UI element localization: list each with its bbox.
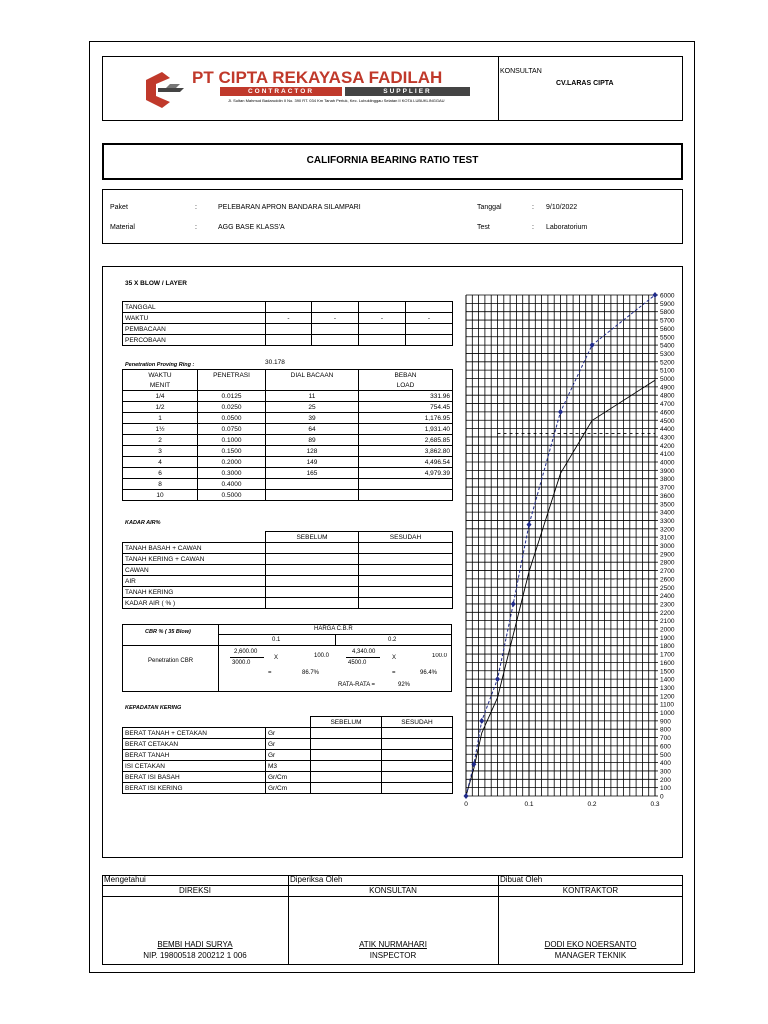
table-cell: TANAH BASAH + CAWAN (123, 543, 266, 554)
konsultan-label: KONSULTAN (500, 68, 542, 75)
y-tick-label: 5400 (660, 342, 675, 350)
y-tick-label: 2700 (660, 568, 675, 576)
data-point-marker (464, 793, 469, 799)
cbr-fraction-line-2 (346, 657, 380, 658)
table-cell: 0.2000 (198, 457, 266, 468)
table-row: WAKTU PENETRASI DIAL BACAAN BEBAN (123, 370, 453, 381)
table-cell: 6 (123, 468, 198, 479)
table-row (123, 435, 453, 446)
tanggal-value: 9/10/2022 (546, 204, 578, 211)
data-point-marker (653, 292, 658, 298)
y-tick-label: 3000 (660, 543, 675, 550)
konsultan-value: CV.LARAS CIPTA (556, 80, 614, 87)
y-tick-label: 5800 (660, 309, 675, 317)
y-tick-label: 1800 (660, 643, 675, 651)
table-cell: 39 (266, 413, 359, 424)
y-tick-label: 300 (660, 768, 671, 776)
cbr-chart (455, 288, 685, 818)
table-cell: 149 (266, 457, 359, 468)
table-cell: 331.96 (359, 391, 453, 402)
table-row: PEMBACAAN (123, 324, 453, 335)
y-tick-label: 4400 (660, 426, 675, 434)
x-tick-label: 0.1 (524, 801, 534, 808)
y-tick-label: 4600 (660, 409, 675, 417)
penetration-table (122, 369, 453, 501)
table-cell: 11 (266, 391, 359, 402)
cbr-harga: HARGA C.B.R (314, 626, 353, 632)
kepadatan-title: KEPADATAN KERING (125, 705, 182, 711)
table-row (123, 543, 453, 554)
table-cell: 128 (266, 446, 359, 457)
y-tick-label: 800 (660, 726, 671, 734)
table-cell: TANAH KERING + CAWAN (123, 554, 266, 565)
cbr-divider-v2 (335, 634, 336, 645)
table-cell: 0.3000 (198, 468, 266, 479)
table-row (123, 761, 453, 772)
cbr-rata-value: 92% (398, 682, 411, 688)
tanggal-colon: : (532, 204, 534, 211)
cbr-mult2: 100.0 (432, 653, 448, 659)
y-tick-label: 5100 (660, 367, 675, 375)
test-colon: : (532, 224, 534, 231)
paket-colon: : (195, 204, 197, 211)
y-tick-label: 3800 (660, 476, 675, 484)
table-cell: 4 (123, 457, 198, 468)
company-logo (140, 70, 190, 110)
role-kontraktor: KONTRAKTOR (562, 886, 619, 895)
table-cell: TANAH KERING (123, 587, 266, 598)
y-tick-label: 6000 (660, 292, 675, 300)
header-divider (498, 56, 499, 121)
cbr-den1: 3000.0 (232, 660, 251, 666)
cbr-den2: 4500.0 (348, 660, 367, 666)
table-cell: 2 (123, 435, 198, 446)
table-row (123, 457, 453, 468)
material-label: Material (110, 224, 135, 231)
cbr-num1: 2,600.00 (234, 649, 258, 655)
table-row (123, 587, 453, 598)
y-tick-label: 2500 (660, 584, 675, 592)
cbr-row-label: Penetration CBR (148, 658, 194, 664)
y-tick-label: 1300 (660, 684, 675, 692)
table-cell: 165 (266, 468, 359, 479)
table-cell: BERAT TANAH + CETAKAN (123, 728, 266, 739)
info-box (102, 189, 683, 244)
table-row (123, 424, 453, 435)
table-cell: 10 (123, 490, 198, 501)
test-label: Test (477, 224, 490, 231)
y-tick-label: 1200 (660, 693, 675, 701)
paket-value: PELEBARAN APRON BANDARA SILAMPARI (218, 204, 361, 211)
y-tick-label: 3300 (660, 517, 675, 525)
table-cell (266, 490, 359, 501)
cbr-res2: 96.4% (420, 670, 438, 676)
y-tick-label: 3400 (660, 509, 675, 517)
table-row (123, 565, 453, 576)
kadar-air-title: KADAR AIR% (125, 520, 161, 526)
table-cell: 64 (266, 424, 359, 435)
y-tick-label: 1600 (660, 659, 675, 667)
table-cell: KADAR AIR ( % ) (123, 598, 266, 609)
y-tick-label: 1500 (660, 668, 675, 676)
role-konsultan: KONSULTAN (369, 886, 417, 895)
proving-ring-value: 30.178 (265, 359, 285, 366)
test-value: Laboratorium (546, 224, 588, 231)
y-tick-label: 1100 (660, 701, 674, 709)
y-tick-label: 1900 (660, 634, 675, 642)
material-colon: : (195, 224, 197, 231)
table-cell: 0.5000 (198, 490, 266, 501)
y-tick-label: 5300 (660, 350, 675, 358)
paket-label: Paket (110, 204, 128, 211)
table-cell: 0.0250 (198, 402, 266, 413)
top-info-table (122, 301, 453, 346)
cbr-x2: X (392, 655, 397, 661)
table-cell: 1,931.40 (359, 424, 453, 435)
data-point-marker (479, 718, 484, 724)
table-row (123, 490, 453, 501)
table-cell: 3,862.80 (359, 446, 453, 457)
cbr-x1: X (274, 655, 279, 661)
table-cell: M3 (266, 761, 311, 772)
table-cell: AIR (123, 576, 266, 587)
table-row (123, 598, 453, 609)
y-tick-label: 3200 (660, 526, 675, 534)
y-tick-label: 5900 (660, 300, 675, 308)
table-row: SEBELUM SESUDAH (123, 717, 453, 728)
data-point-marker (527, 522, 532, 528)
cbr-col1: 0.1 (272, 637, 281, 643)
blow-label: 35 X BLOW / LAYER (125, 280, 187, 287)
table-cell: 0.0125 (198, 391, 266, 402)
kadar-air-table (122, 531, 453, 609)
page-title: CALIFORNIA BEARING RATIO TEST (306, 155, 479, 166)
kepadatan-table (122, 716, 453, 794)
table-cell: BERAT CETAKAN (123, 739, 266, 750)
table-cell: 1½ (123, 424, 198, 435)
table-row (123, 750, 453, 761)
table-cell (359, 490, 453, 501)
y-tick-label: 5200 (660, 359, 675, 367)
y-tick-label: 4500 (660, 417, 675, 425)
data-point-marker (590, 342, 595, 348)
data-point-marker (495, 676, 500, 682)
dibuat-label: Dibuat Oleh (500, 875, 543, 884)
y-tick-label: 400 (660, 760, 671, 768)
y-tick-label: 100 (660, 785, 671, 793)
table-cell: 754.45 (359, 402, 453, 413)
y-tick-label: 4300 (660, 434, 675, 442)
table-row (123, 446, 453, 457)
signer-name-3: DODI EKO NOERSANTO (544, 940, 637, 949)
table-cell: Gr/Cm (266, 783, 311, 794)
table-row (123, 783, 453, 794)
cbr-mult1: 100.0 (314, 653, 330, 659)
table-cell: 1,176.95 (359, 413, 453, 424)
cbr-divider-h2 (122, 645, 452, 646)
table-cell: 1/2 (123, 402, 198, 413)
table-row: WAKTU - - - - (123, 313, 453, 324)
cbr-num2: 4,340.00 (352, 649, 376, 655)
y-tick-label: 200 (660, 776, 671, 784)
x-tick-label: 0 (464, 801, 468, 808)
material-value: AGG BASE KLASS'A (218, 224, 285, 231)
y-tick-label: 2800 (660, 559, 675, 567)
cbr-eq1: = (268, 670, 272, 676)
data-point-marker (511, 601, 516, 607)
table-row (123, 402, 453, 413)
table-row: PERCOBAAN (123, 335, 453, 346)
y-tick-label: 4000 (660, 459, 675, 467)
y-tick-label: 1000 (660, 710, 675, 717)
y-tick-label: 2600 (660, 576, 675, 584)
y-tick-label: 2200 (660, 609, 675, 617)
y-tick-label: 3100 (660, 534, 675, 542)
x-tick-label: 0.3 (650, 801, 660, 808)
role-direksi: DIREKSI (178, 886, 211, 895)
tanggal-label: Tanggal (477, 204, 502, 211)
y-tick-label: 1700 (660, 651, 675, 659)
y-tick-label: 3700 (660, 484, 675, 492)
ribbon-contractor: CONTRACTOR (220, 87, 342, 96)
table-cell: 0.4000 (198, 479, 266, 490)
signer-nip-1: NIP. 19800518 200212 1 006 (143, 951, 247, 960)
table-row (123, 468, 453, 479)
diperiksa-label: Diperiksa Oleh (290, 875, 343, 884)
data-point-marker (558, 409, 563, 415)
y-tick-label: 0 (660, 793, 664, 801)
cbr-rata-label: RATA-RATA = (338, 682, 376, 688)
y-tick-label: 3600 (660, 492, 675, 500)
y-tick-label: 3500 (660, 501, 675, 509)
table-row: SEBELUM SESUDAH (123, 532, 453, 543)
y-tick-label: 4800 (660, 392, 675, 400)
table-row (123, 391, 453, 402)
y-tick-label: 1400 (660, 676, 675, 684)
y-tick-label: 600 (660, 743, 671, 751)
table-row (123, 739, 453, 750)
table-cell: 0.0500 (198, 413, 266, 424)
y-tick-label: 5600 (660, 325, 675, 333)
y-tick-label: 700 (660, 735, 671, 743)
cbr-label: CBR % ( 35 Blow) (145, 629, 191, 635)
table-row: TANGGAL (123, 302, 453, 313)
table-cell: BERAT ISI BASAH (123, 772, 266, 783)
cbr-eq2: = (392, 670, 396, 676)
table-cell: 3 (123, 446, 198, 457)
y-tick-label: 4900 (660, 384, 675, 392)
table-cell: 0.1000 (198, 435, 266, 446)
table-cell: BERAT TANAH (123, 750, 266, 761)
signer-name-1: BEMBI HADI SURYA (157, 940, 233, 949)
table-row (123, 554, 453, 565)
y-tick-label: 3900 (660, 467, 675, 475)
table-cell (266, 479, 359, 490)
signer-pos-3: MANAGER TEKNIK (554, 951, 627, 960)
cbr-res1: 86.7% (302, 670, 320, 676)
proving-ring-label: Penetration Proving Ring : (125, 362, 195, 368)
table-cell: Gr (266, 739, 311, 750)
signer-pos-2: INSPECTOR (369, 951, 417, 960)
x-tick-label: 0.2 (587, 801, 597, 808)
y-tick-label: 4200 (660, 442, 675, 450)
table-cell: Gr (266, 750, 311, 761)
y-tick-label: 5700 (660, 317, 675, 325)
mengetahui-label: Mengetahui (104, 875, 146, 884)
y-tick-label: 2000 (660, 626, 675, 634)
table-row (123, 413, 453, 424)
y-tick-label: 2400 (660, 593, 675, 601)
table-cell: 0.0750 (198, 424, 266, 435)
y-tick-label: 4100 (660, 451, 675, 459)
cbr-col2: 0.2 (388, 637, 397, 643)
y-tick-label: 2100 (660, 618, 675, 626)
table-cell: 89 (266, 435, 359, 446)
table-cell: 4,496.54 (359, 457, 453, 468)
y-tick-label: 4700 (660, 401, 675, 409)
table-cell: 1 (123, 413, 198, 424)
table-row (123, 479, 453, 490)
company-address: Jl. Sultan Mahmud Badaruddin II No. 390 RT. 034 Km Tanah Periuk, Kec. Lubuklinggau Selatan II KOTA LUBUKLINGGAU (228, 98, 445, 103)
cbr-fraction-line-1 (230, 657, 264, 658)
y-tick-label: 5500 (660, 334, 675, 342)
table-cell: 25 (266, 402, 359, 413)
y-tick-label: 900 (660, 718, 671, 726)
y-tick-label: 500 (660, 751, 671, 759)
table-cell: ISI CETAKAN (123, 761, 266, 772)
y-tick-label: 2300 (660, 601, 675, 609)
table-cell: BERAT ISI KERING (123, 783, 266, 794)
table-cell: 0.1500 (198, 446, 266, 457)
table-row (123, 576, 453, 587)
table-row (123, 728, 453, 739)
table-row (123, 772, 453, 783)
company-name: PT CIPTA REKAYASA FADILAH (192, 68, 443, 87)
table-cell: 1/4 (123, 391, 198, 402)
table-cell: 2,685.85 (359, 435, 453, 446)
table-cell: Gr/Cm (266, 772, 311, 783)
table-cell: Gr (266, 728, 311, 739)
table-row: MENIT LOAD (123, 380, 453, 391)
y-tick-label: 5000 (660, 376, 675, 383)
table-cell (359, 479, 453, 490)
ribbon-supplier: SUPPLIER (345, 87, 470, 96)
signer-name-2: ATIK NURMAHARI (359, 940, 427, 949)
table-cell: 4,979.39 (359, 468, 453, 479)
table-cell: CAWAN (123, 565, 266, 576)
table-cell: 8 (123, 479, 198, 490)
y-tick-label: 2900 (660, 551, 675, 559)
sig-line-2 (102, 896, 683, 897)
